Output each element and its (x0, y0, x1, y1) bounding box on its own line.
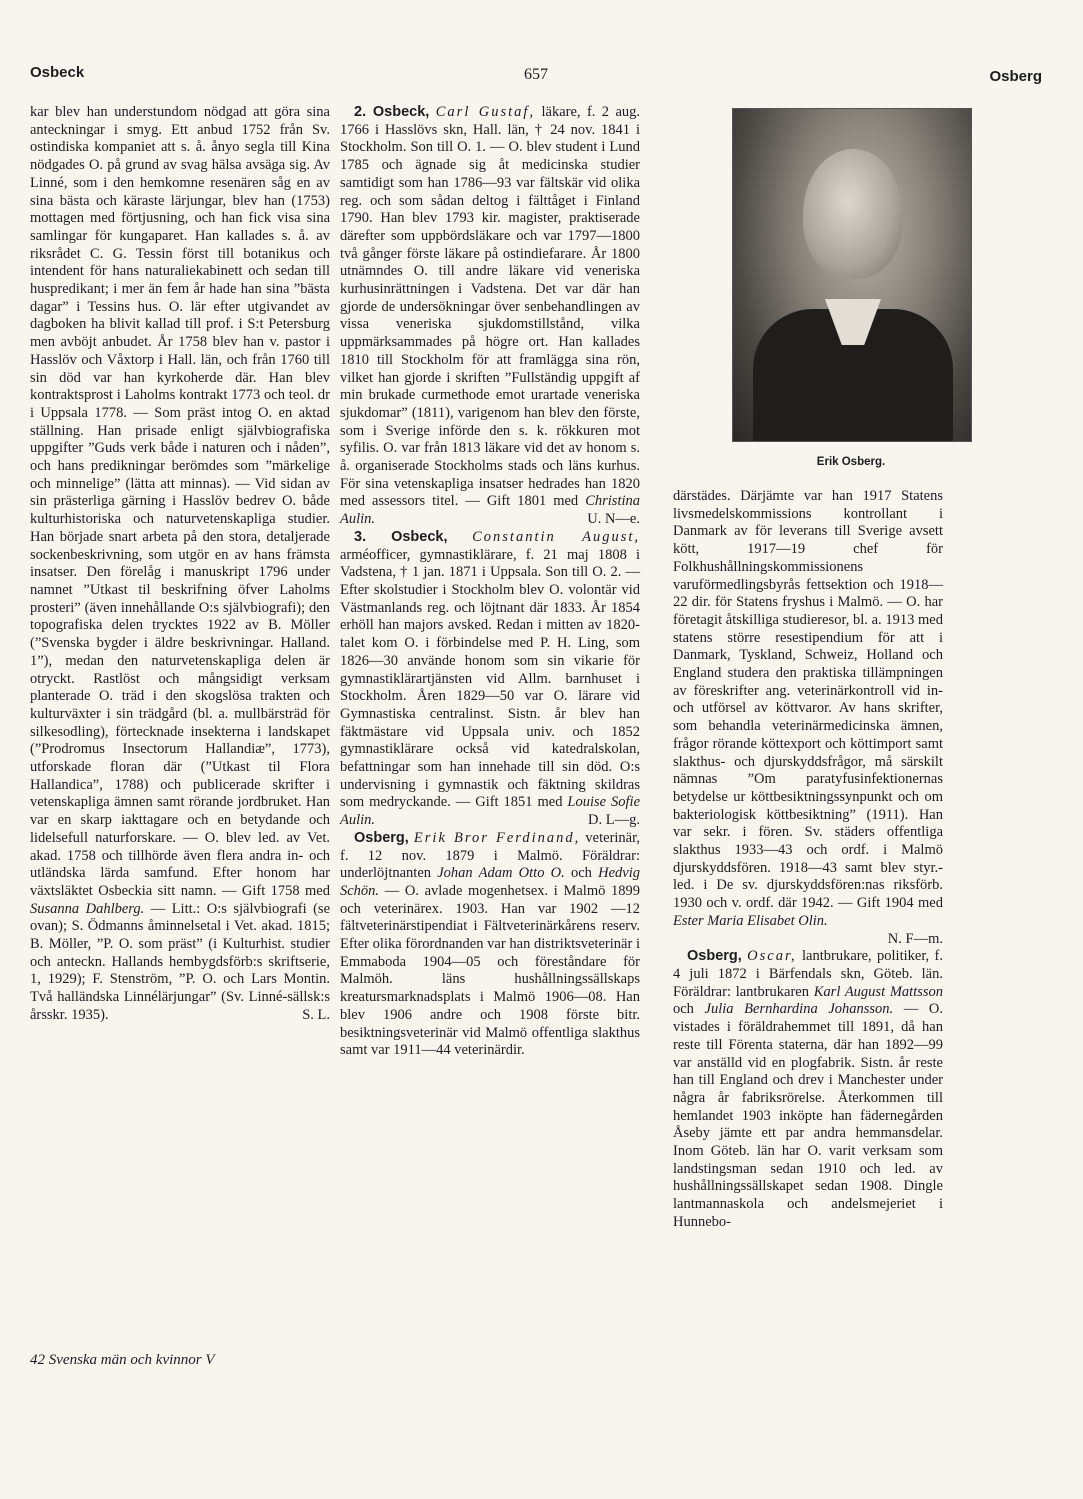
entry-text: arméofficer, gymnastiklärare, f. 21 maj 1808 i Vadstena, † 1 jan. 1871 i Uppsala. Son till O. 2. — Efter skolstudier i Stockholm blev O. volontär vid Västmanlands reg. och löjtnant där 1833. År 1854 erhöll han majors avsked. Redan i mitten av 1820-talet kom O. i förbindelse med P. H. Ling, som 1826—30 använde honom som sin vikarie för gymnastiklärartjänsten vid Allm. barnhuset i Stockholm. Åren 1829—50 var O. lärare vid Gymnastiska centralinst. Sistn. år blev han fäktmästare vid Uppsala univ. och 1852 gymnastiklärare också vid katedralskolan, befattningar som han innehade till sin död. O:s undervisning i gymnastik och fäktning skildras som medryckande. — Gift 1851 med (340, 546, 640, 811)
entry-text: läkare, f. 2 aug. 1766 i Hasslövs skn, Hall. län, † 24 nov. 1841 i Stockholm. Son till O. 1. — O. blev student i Lund 1785 och ägnade sig åt medicinska studier samtidigt som han 1786—93 var fältskär vid olika reg. och som sådan deltog i fälttåget i Finland 1790. Han blev 1793 kir. magister, praktiserade därefter som uppbördsläkare och var 1797—1800 två gånger förste läkare på ostindiefarare. År 1800 utnämndes O. till andre läkare vid veneriska kurhusinrättningen i Vadstena. Det var där han gjorde de undersökningar över senbehandlingen av vissa veneriska sjukdomstillstånd, vilka uppmärksammades på högre ort. Han kallades 1810 till Stockholm för att framlägga sina rön, vilket han gjorde i skriften ”Fullständig uppgift af min brukade curmethode emot urartade veneriska sjukdomar” (1811), varigenom han blev den förste, som i Sverige införde den s. k. rökkuren mot syfilis. O. var från 1813 läkare vid det av honom s. å. organiserade Stockholms stads och läns kurhus. För sina vetenskapliga insatser hedrades han 1820 med assessors titel. — Gift 1801 med (340, 104, 641, 510)
entry-text: veterinär, f. 12 nov. 1879 i Malmö. Föräldrar: underlöjtnanten (340, 829, 640, 882)
header-right-keyword: Osberg (989, 68, 1042, 85)
entry-heading: 3. Osbeck, (354, 528, 448, 545)
entry-oscar-osberg (673, 948, 943, 1231)
conjunction: och (564, 865, 599, 882)
parent-name: Julia Bernhardina Johansson. (704, 1001, 894, 1018)
entry-text: lantbrukare, politiker, f. 4 juli 1872 i Bärfendals skn, Göteb. län. Föräldrar: lantbrukaren (673, 948, 944, 1000)
page-footer: 42 Svenska män och kvinnor V (30, 1352, 215, 1368)
parent-name: Karl August Mattsson (813, 983, 944, 1000)
portrait-caption: Erik Osberg. (816, 456, 886, 468)
author-signature: S. L. (302, 1006, 330, 1023)
author-signature: N. F—m. (887, 930, 943, 947)
parent-name: Johan Adam Otto O. (437, 865, 565, 882)
entry-erik-osberg (340, 830, 640, 1060)
body-text: kar blev han understundom nödgad att göra sina anteckningar i smyg. Ett anbud 1752 från Sv. ostindiska kompaniet att s. å. ånyo segla till Kina nödgades O. på grund av svag hälsa avsäga sig. Av Linné, som i den hemkomne resenären såg en av sina bästa och käraste lärjungar, blev han (1753) mottagen med förtjusning, och han fick visa sina samlingar för kungaparet. Han kallades s. å. av riksrådet C. G. Tessin först till botanikus och intendent för hans naturaliekabinett och sedan till huspredikant; i mer än fem år hade han sina ”bästa dagar” i Tessins hus. O. lär efter utgivandet av dagboken ha blivit kallad till prof. i S:t Petersburg men avböjt anbudet. År 1758 blev han v. pastor i Hasslöv och Våxtorp i Hall. län, och från 1760 till sin död var han kyrkoherde där. Han blev kontraktsprost i Laholms kontrakt 1773 och teol. dr i Uppsala 1778. — Som präst intog O. en aktad ställning. Han prisade enligt självbiografiska uppgifter ”Guds verk både i naturen och i nåden”, och hans predikningar berömdes som ”märkelige och minnelige” (lätta att minnas). — Vid sidan av sin prästerliga gärning i Hasslöv bedrev O. både kulturhistoriska och naturvetenskapliga studier. Han började snart arbeta på den stora, detaljerade sockenbeskrivning, som utgör en av hans främsta insatser. Den förelåg i manuskript 1796 under namnet ”Utkast til beskrifning öfver Laholms prosteri” (även innehållande O:s självbiografi); den topografiska delen trycktes 1922 av B. Möller (”Svenska bygder i äldre beskrivningar. Halland. 1”), medan den naturvetenskapliga delen är otryckt. Rastlöst och mångsidigt verksam planterade O. träd i den skogslösa trakten och kulturväxter i sin trädgård (bl. a. mullbärsträd för silkesodling), förtecknade insekterna i landskapet (”Prodromus Insectorum Hallandiæ”, 1773), utforskade floran där (”Utkast til Flora Hallandica”, 1788) och publicerade skrifter i vetenskapliga ämnen samt rörande jordbruket. Han var en skarp iakttagare och en betydande och lidelsefull naturforskare. — O. blev led. av Vet. akad. 1758 och tillhörde även flera andra in- och utländska lärda samfund. Efter honom har växtsläktet Osbeckia sitt namn. — Gift 1758 med (30, 104, 330, 899)
entry-carl-gustaf (340, 104, 640, 529)
portrait-face (803, 149, 903, 279)
entry-text: därstädes. Därjämte var han 1917 Statens livsmedelskommissions kontrollant i Danmark av för leverans till Sverige avsett kött, 1917—19 chef för Folkhushållningskommissionens varuförmedlingsbyrås fettsektion och 1918—22 dir. för Statens fryshus i Malmö. — O. har företagit åtskilliga studieresor, bl. a. 1913 med statens större resestipendium för att i Danmark, Tyskland, Schweiz, Holland och England studera den praktiska tillämpningen av föreskrifter ang. veterinärkontroll vid in- och utförsel av köttvaror. Av hans skrifter, som behandla veterinärmedicinska ämnen, frågor rörande köttexport och köttimport samt slakthus- och djurskyddsfrågor, må särskilt nämnas ”Om paratyfusinfektionernas betydelse ur köttbesiktningssynpunkt och om bakteriologisk köttbesiktning” (1911). Han var sekr. i fören. Sv. städers offentliga slakthus 1933—43 och ordf. i Malmö djurskyddsfören. 1918—43 samt blev styr.-led. i De sv. djurskyddsfören:nas riksförb. 1930 och v. ordf. där 1942. — Gift 1904 med (673, 488, 943, 912)
entry-text: — O. vistades i föräldrahemmet till 1891, då han reste till Förenta staterna, där han 1892—99 var anställd vid en plogfabrik. Sistn. år reste han till England och drev i Manchester under några år fabriksrörelse. Återkommen till hemlandet 1903 inköpte han fädernegården Åseby jämte ett par andra hemmansdelar. Inom Göteb. län har O. varit verksam som landstingsman sedan 1910 och led. av hushållningssällskapet sedan 1908. Dingle lantmannaskola och andelsmejeriet i Hunnebo- (673, 1001, 943, 1230)
conjunction: och (673, 1001, 705, 1018)
running-header (30, 62, 1042, 90)
entry-erik-continuation (673, 488, 943, 948)
paragraph (30, 104, 330, 1025)
given-name: Carl Gustaf, (435, 104, 536, 120)
spouse-name: Louise Sofie Aulin. (340, 794, 641, 829)
spouse-name: Ester Maria Elisabet Olin. (673, 912, 828, 929)
column-2 (340, 104, 640, 1060)
given-name: Erik Bror Ferdinand, (413, 829, 581, 846)
column-1 (30, 104, 330, 1025)
given-name: Oscar, (747, 948, 797, 965)
portrait-photo (732, 108, 972, 442)
author-signature: D. L—g. (588, 812, 640, 829)
spouse-name: Susanna Dahlberg. (30, 900, 145, 917)
given-name: Constantin August, (472, 528, 640, 545)
column-3 (673, 488, 943, 1232)
spouse-name: Christina Aulin. (340, 493, 640, 528)
entry-text: — O. avlade mogenhetsex. i Malmö 1899 och veterinärex. 1903. Han var 1902 —12 fältveterinärstipendiat i Fältveterinärkårens reserv. Efter olika förordnanden var han distriktsveterinär i Emmaboda 1904—05 och föreståndare för Malmöh. läns hushållningssällskaps kreatursmarknadsplats i Malmö 1906—08. Han blev 1906 andre och 1908 förste bitr. besiktningsveterinär vid Malmö offentliga slakthus samt var 1911—44 veterinärdir. (340, 882, 640, 1059)
entry-constantin (340, 529, 640, 830)
page-number: 657 (524, 66, 548, 83)
entry-heading: 2. Osbeck, (354, 104, 430, 120)
entry-heading: Osberg, (354, 829, 409, 846)
entry-heading: Osberg, (687, 948, 742, 965)
parent-name: Hedvig Schön. (340, 865, 641, 899)
author-signature: U. N—e. (587, 511, 640, 528)
literature-text: — Litt.: O:s självbiografi (se ovan); S. Ödmanns åminnelsetal i Vet. akad. 1815; B. Möller, ”P. O. som präst” (i Kulturhist. studier och anteckn. Hallands hembygdsförb:s skriftserie, 1, 1929); F. Stenström, ”P. O. och Lars Montin. Två halländska Linnélärjungar” (Sv. Linné-sällsk:s årsskr. 1935). (30, 900, 331, 1023)
header-left-keyword: Osbeck (30, 64, 85, 81)
